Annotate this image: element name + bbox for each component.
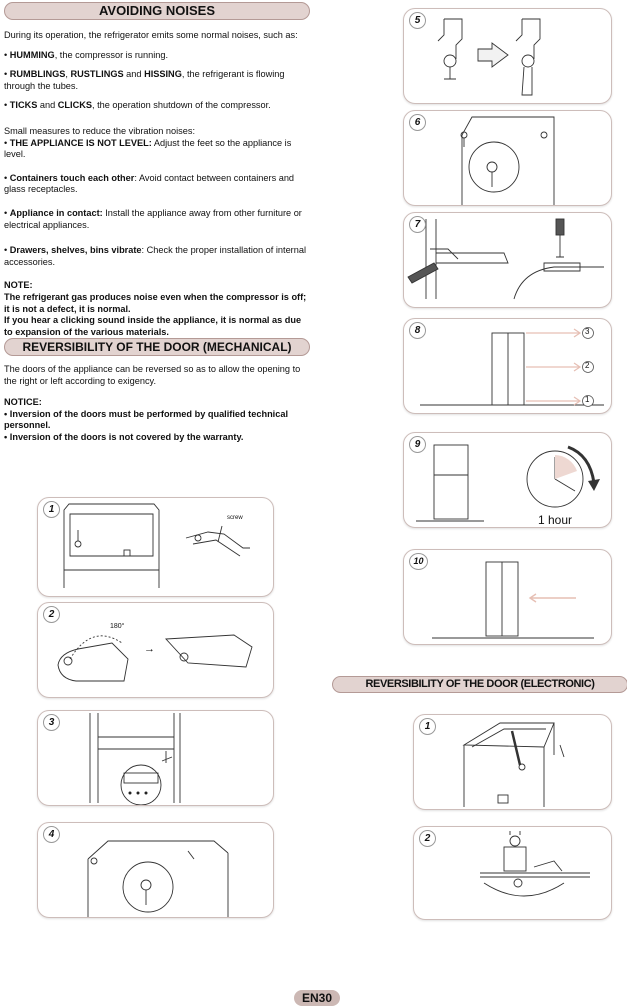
step-number-4: 4	[43, 826, 60, 843]
elec-step-panel-1	[413, 714, 612, 810]
section-title-door-electronic: REVERSIBILITY OF THE DOOR (ELECTRONIC)	[332, 676, 627, 693]
circle-label-2: 2	[585, 361, 590, 370]
step-panel-6	[403, 110, 612, 206]
elec-step-1-illustration	[414, 715, 611, 809]
noise-item-humming: • HUMMING, the compressor is running.	[4, 49, 169, 60]
step-number-6: 6	[409, 114, 426, 131]
step-panel-9	[403, 432, 612, 528]
step-panel-2	[37, 602, 274, 698]
step-9-illustration	[404, 433, 611, 527]
noise-item-rumblings: • RUMBLINGS, RUSTLINGS and HISSING, the refrigerant is flowing through the tubes.	[4, 69, 285, 91]
measures-intro: Small measures to reduce the vibration noises:	[4, 125, 195, 136]
step-7-illustration	[404, 213, 611, 307]
elec-step-number-2: 2	[419, 830, 436, 847]
noises-intro: During its operation, the refrigerator emits some normal noises, such as:	[4, 30, 298, 40]
step-5-illustration	[404, 9, 611, 103]
step-2-arrow: →	[144, 643, 155, 655]
step-number-7: 7	[409, 216, 426, 233]
step-panel-7	[403, 212, 612, 308]
step-panel-1	[37, 497, 274, 597]
step-10-illustration	[404, 550, 611, 644]
noise-item-ticks: • TICKS and CLICKS, the operation shutdown of the compressor.	[4, 100, 271, 111]
measure-not-level: • THE APPLIANCE IS NOT LEVEL: Adjust the feet so the appliance is level.	[4, 137, 292, 160]
elec-step-2-illustration	[414, 827, 611, 919]
step-1-illustration	[38, 498, 273, 596]
step-6-illustration	[404, 111, 611, 205]
step-number-10: 10	[409, 553, 428, 570]
step-panel-8	[403, 318, 612, 414]
angle-label: 180°	[110, 623, 125, 630]
step-number-5: 5	[409, 12, 426, 29]
noises-note: NOTE: The refrigerant gas produces noise even when the compressor is off; it is not a defect, it is normal. If you hear a clicking sound inside the appliance, it is normal as due to expansion of the various materials.	[4, 280, 307, 337]
door-mech-text	[4, 364, 310, 444]
page-number: EN30	[294, 990, 340, 1006]
step-number-9: 9	[409, 436, 426, 453]
one-hour-label: 1 hour	[538, 513, 573, 527]
section-title-avoiding-noises: AVOIDING NOISES	[4, 2, 310, 20]
step-2-illustration	[38, 603, 273, 697]
section-title-door-mechanical: REVERSIBILITY OF THE DOOR (MECHANICAL)	[4, 338, 310, 356]
elec-step-panel-2	[413, 826, 612, 920]
door-mech-intro: The doors of the appliance can be reversed so as to allow the opening to the right or left according to exigency.	[4, 364, 301, 386]
door-mech-notice: NOTICE: • Inversion of the doors must be performed by qualified technical personnel. • Inversion of the doors is not covered by the warranty.	[4, 397, 289, 442]
step-panel-10	[403, 549, 612, 645]
measure-drawers: • Drawers, shelves, bins vibrate: Check the proper installation of internal accessories.	[4, 245, 306, 267]
circle-label-1: 1	[585, 395, 590, 404]
step-number-1: 1	[43, 501, 60, 518]
step-panel-3	[37, 710, 274, 806]
screw-label: screw	[227, 515, 243, 521]
step-panel-4	[37, 822, 274, 918]
step-3-illustration	[38, 711, 273, 805]
measure-containers: • Containers touch each other: Avoid contact between containers and glass receptacles.	[4, 172, 295, 195]
elec-step-number-1: 1	[419, 718, 436, 735]
step-8-illustration	[404, 319, 611, 413]
step-number-3: 3	[43, 714, 60, 731]
noises-text	[4, 30, 310, 338]
step-4-illustration	[38, 823, 273, 917]
step-panel-5	[403, 8, 612, 104]
circle-label-3: 3	[585, 327, 590, 336]
step-number-2: 2	[43, 606, 60, 623]
measure-appliance-contact: • Appliance in contact: Install the appliance away from other furniture or electrical appliances.	[4, 207, 302, 230]
step-number-8: 8	[409, 322, 426, 339]
